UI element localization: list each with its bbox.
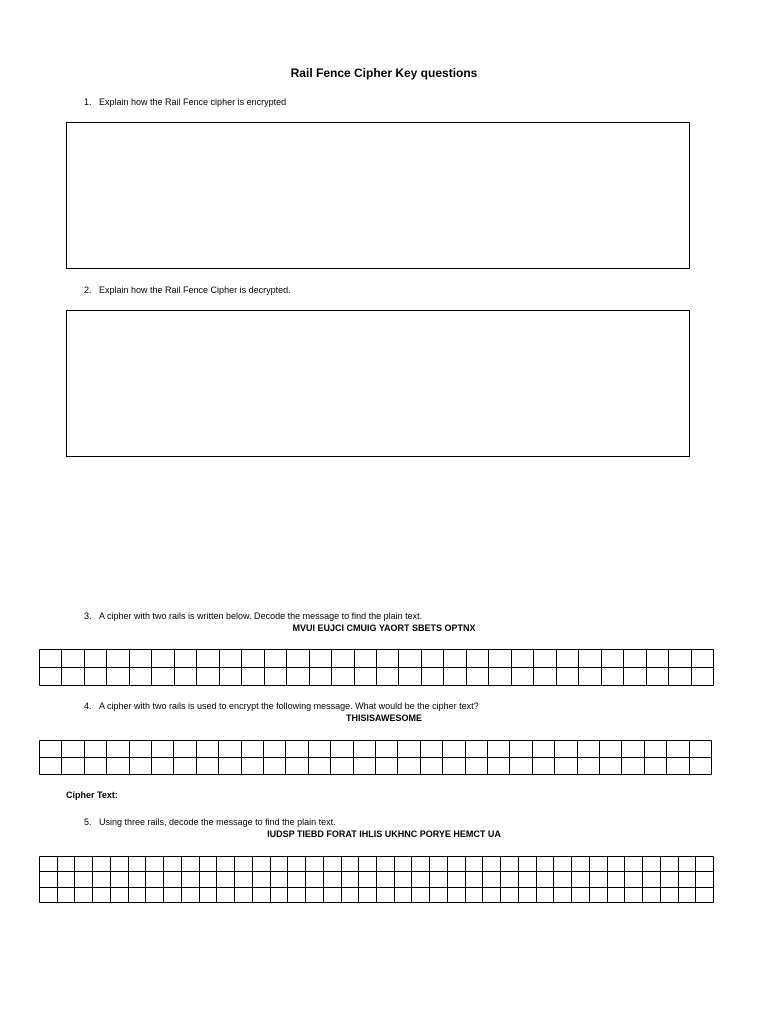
question-2 <box>84 285 291 295</box>
answer-box-2[interactable] <box>66 310 690 457</box>
question-1-text: Explain how the Rail Fence cipher is encrypted <box>99 97 287 107</box>
question-2-number: 2. <box>84 285 92 295</box>
question-1-number: 1. <box>84 97 92 107</box>
question-5-cipher: IUDSP TIEBD FORAT IHLIS UKHNC PORYE HEMCT UA <box>267 829 501 839</box>
question-5-number: 5. <box>84 817 92 827</box>
answer-box-1[interactable] <box>66 122 690 269</box>
question-5 <box>84 817 336 827</box>
page-title: Rail Fence Cipher Key questions <box>290 66 478 80</box>
question-3-text: A cipher with two rails is written below. Decode the message to find the plain text. <box>99 611 423 621</box>
cipher-text-label: Cipher Text: <box>66 790 118 800</box>
question-5-text: Using three rails, decode the message to find the plain text. <box>99 817 336 827</box>
question-1 <box>84 97 286 107</box>
rail-grid-q4[interactable] <box>39 740 712 775</box>
rail-grid-q3[interactable] <box>39 649 714 686</box>
rail-grid-q5[interactable] <box>39 856 714 903</box>
question-4-number: 4. <box>84 701 92 711</box>
question-3-number: 3. <box>84 611 92 621</box>
question-4 <box>84 701 479 711</box>
question-4-text: A cipher with two rails is used to encrypt the following message. What would be the cipher text? <box>99 701 479 711</box>
question-3 <box>84 611 422 621</box>
question-3-cipher: MVUI EUJCI CMUIG YAORT SBETS OPTNX <box>292 623 476 633</box>
question-4-cipher: THISISAWESOME <box>345 713 422 723</box>
question-2-text: Explain how the Rail Fence Cipher is decrypted. <box>99 285 291 295</box>
